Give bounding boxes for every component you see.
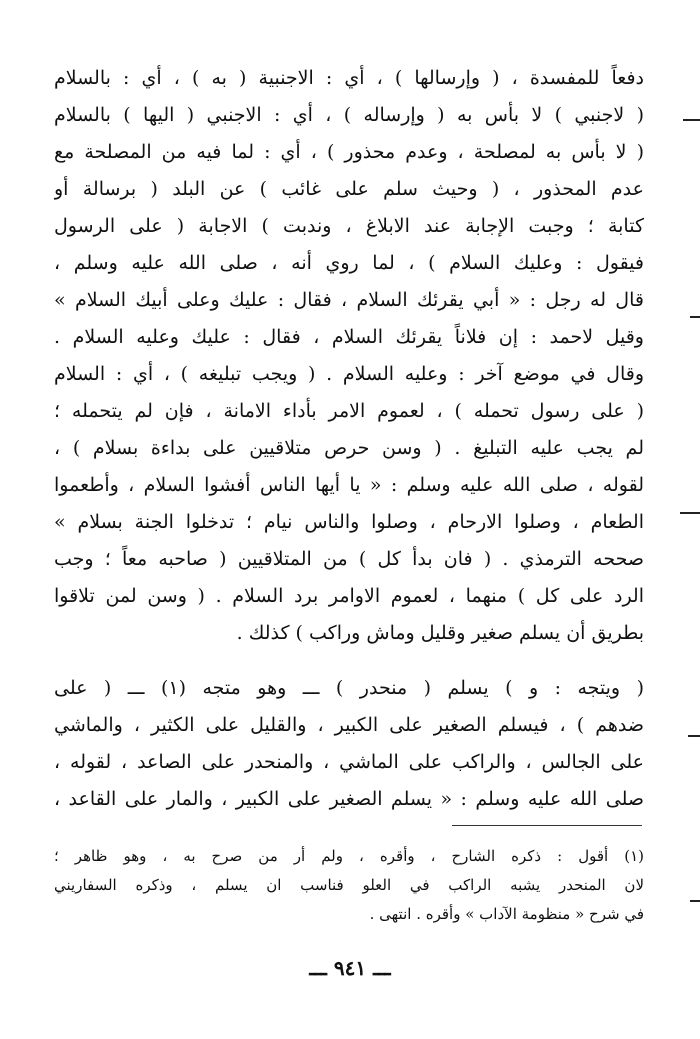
text-line: ( لا بأس به لمصلحة ، وعدم محذور ) ، أي : لما فيه من المصلحة مع bbox=[54, 141, 644, 163]
text-line: عدم المحذور ، ( وحيث سلم على غائب ) عن البلد ( برسالة أو bbox=[54, 178, 644, 200]
edge-mark bbox=[683, 119, 700, 121]
paragraph-gap bbox=[54, 652, 644, 670]
text-line: وقيل لاحمد : إن فلاناً يقرئك السلام ، فقال : عليك وعليه السلام . bbox=[54, 326, 644, 348]
footnote-line: في شرح « منظومة الآداب » وأقره . انتهى . bbox=[369, 905, 644, 923]
text-line: الرد على كل ) منهما ، لعموم الاوامر برد السلام . ( وسن لمن تلاقوا bbox=[54, 585, 644, 607]
text-line: بطريق أن يسلم صغير وقليل وماش وراكب ) كذلك . bbox=[236, 622, 644, 644]
text-line: ( لاجنبي ) لا بأس به ( وإرساله ) ، أي : الاجنبي ( اليها ) بالسلام bbox=[54, 104, 644, 126]
footnote-divider bbox=[452, 825, 642, 826]
text-line: فيقول : وعليك السلام ) ، لما روي أنه ، صلى الله عليه وسلم ، bbox=[54, 252, 644, 274]
page-number: ـــ ٩٤١ ـــ bbox=[309, 956, 391, 980]
footnote-line: (١) أقول : ذكره الشارح ، وأقره ، ولم أر من صرح به ، وهو ظاهر ؛ bbox=[54, 847, 644, 865]
text-line: لم يجب عليه التبليغ . ( وسن حرص متلاقيين على بداءة بسلام ) ، bbox=[54, 437, 644, 459]
text-line: كتابة ؛ وجبت الإجابة عند الابلاغ ، وندبت ) الاجابة ( على الرسول bbox=[54, 215, 644, 237]
text-line: صلى الله عليه وسلم : « يسلم الصغير على الكبير ، والمار على القاعد ، bbox=[54, 788, 644, 810]
text-line: الطعام ، وصلوا الارحام ، وصلوا والناس نيام ؛ تدخلوا الجنة بسلام » bbox=[54, 511, 644, 533]
edge-mark bbox=[688, 735, 700, 737]
text-line: لقوله ، صلى الله عليه وسلم : « يا أيها الناس أفشوا السلام ، وأطعموا bbox=[54, 474, 644, 496]
text-line: وقال في موضع آخر : وعليه السلام . ( ويجب تبليغه ) ، أي : السلام bbox=[54, 363, 644, 385]
text-line: قال له رجل : « أبي يقرئك السلام ، فقال : عليك وعلى أبيك السلام » bbox=[54, 289, 644, 311]
text-line: ( ويتجه : و ) يسلم ( منحدر ) ـــ وهو متجه (١) ـــ ( على bbox=[54, 677, 644, 699]
main-text bbox=[54, 60, 644, 818]
edge-mark bbox=[690, 900, 700, 902]
text-line: على الجالس ، والراكب على الماشي ، والمنحدر على الصاعد ، لقوله ، bbox=[54, 751, 644, 773]
text-line: دفعاً للمفسدة ، ( وإرسالها ) ، أي : الاجنبية ( به ) ، أي : بالسلام bbox=[54, 67, 644, 89]
footnote-line: لان المنحدر يشبه الراكب في العلو فناسب ان يسلم ، وذكره السفاريني bbox=[54, 876, 644, 894]
edge-mark bbox=[690, 316, 700, 318]
text-line: صححه الترمذي . ( فان بدأ كل ) من المتلاقيين ( صاحبه معاً ؛ وجب bbox=[54, 548, 644, 570]
footnotes bbox=[54, 842, 644, 929]
text-line: ( على رسول تحمله ) ، لعموم الامر بأداء الامانة ، فإن لم يتحمله ؛ bbox=[54, 400, 644, 422]
text-line: ضدهم ) ، فيسلم الصغير على الكبير ، والقليل على الكثير ، والماشي bbox=[54, 714, 644, 736]
edge-mark bbox=[680, 512, 700, 514]
